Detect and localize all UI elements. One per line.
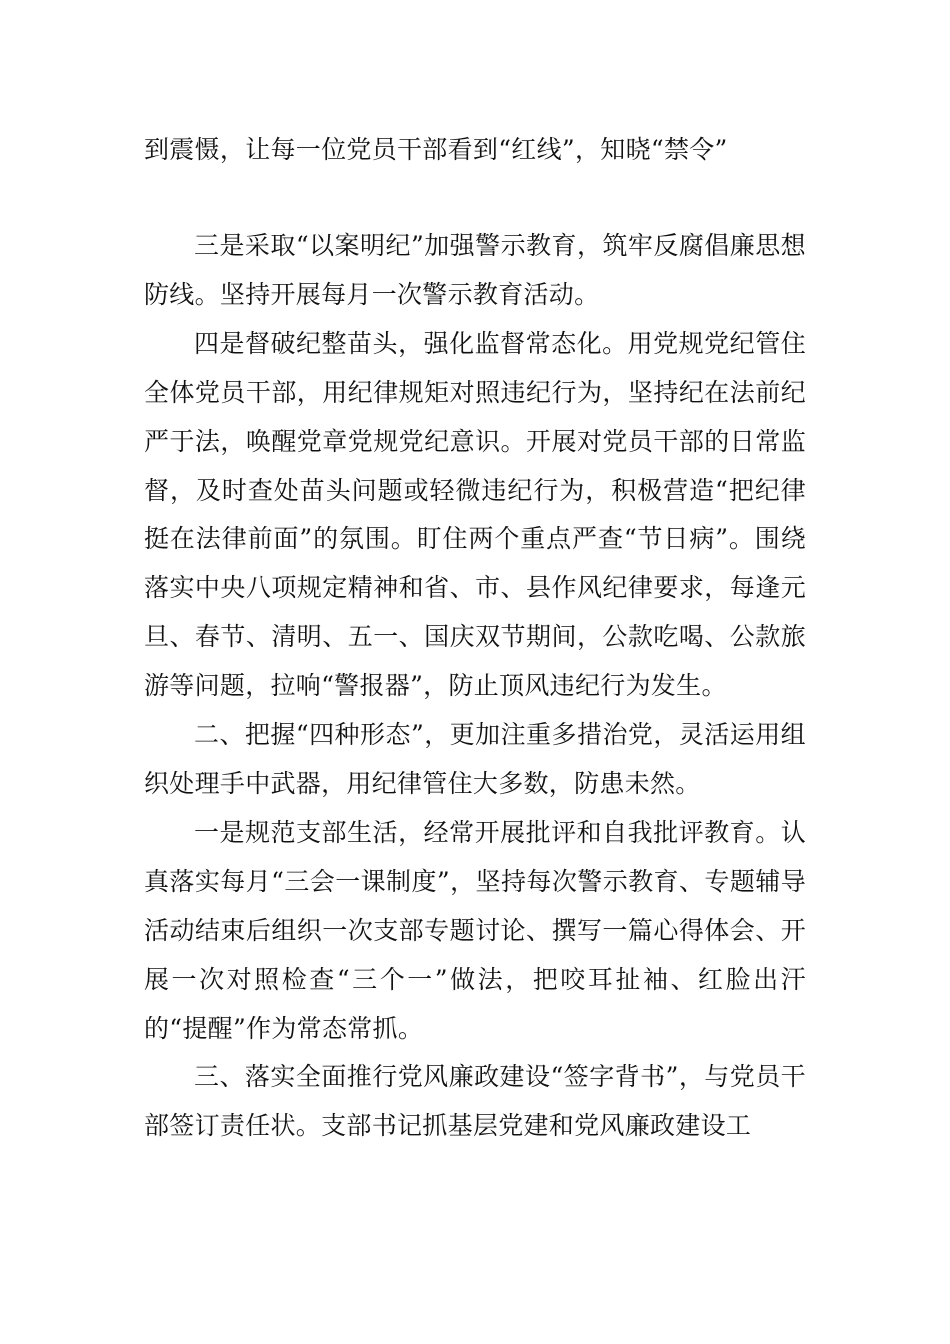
paragraph-four-forms: 二、把握“四种形态”，更加注重多措治党，灵活运用组织处理手中武器，用纪律管住大多数，防患未然。 <box>144 720 806 798</box>
continued-text-block <box>144 126 806 175</box>
continued-line: 到震慑，让每一位党员干部看到“红线”，知晓“禁令” <box>144 135 728 164</box>
paragraph-branch-life: 一是规范支部生活，经常开展批评和自我批评教育。认真落实每月“三会一课制度”，坚持每次警示教育、专题辅导活动结束后组织一次支部专题讨论、撰写一篇心得体会、开展一次对照检查“三个一”做法，把咬耳扯袖、红脸出汗的“提醒”作为常态常抓。 <box>144 817 806 1043</box>
body-text-block <box>144 222 806 1151</box>
paragraph-signature-endorsement: 三、落实全面推行党风廉政建设“签字背书”，与党员干部签订责任状。支部书记抓基层党建和党风廉政建设工 <box>144 1062 806 1141</box>
paragraph-warning-education: 三是采取“以案明纪”加强警示教育，筑牢反腐倡廉思想防线。坚持开展每月一次警示教育活动。 <box>144 231 806 309</box>
paragraph-supervision: 四是督破纪整苗头，强化监督常态化。用党规党纪管住全体党员干部，用纪律规矩对照违纪行为，坚持纪在法前纪严于法，唤醒党章党规党纪意识。开展对党员干部的日常监督，及时查处苗头问题或轻微违纪行为，积极营造“把纪律挺在法律前面”的氛围。盯住两个重点严查“节日病”。围绕落实中央八项规定精神和省、市、县作风纪律要求，每逢元旦、春节、清明、五一、国庆双节期间，公款吃喝、公款旅游等问题，拉响“警报器”，防止顶风违纪行为发生。 <box>144 328 806 701</box>
